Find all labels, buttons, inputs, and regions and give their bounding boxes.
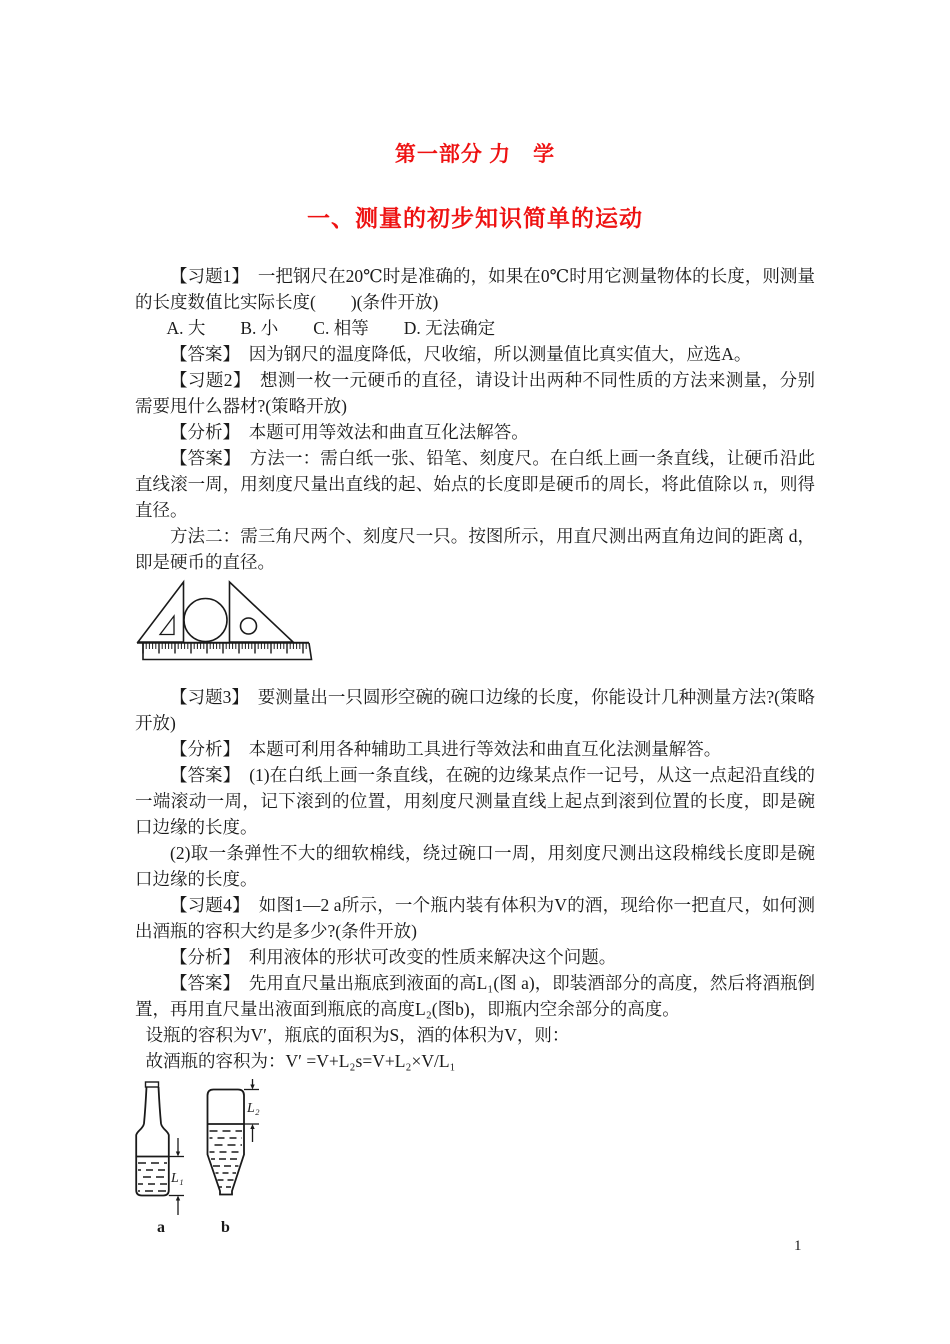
figure-bottle-upright-and-inverted [127,1079,815,1251]
coin-measurement-diagram [135,579,315,671]
bottle-volume-diagram [127,1079,292,1244]
bottle-a-cap [146,1082,159,1087]
bottle-b-arrow-up-icon [250,1124,254,1129]
right-set-square [230,582,294,642]
coin [184,599,227,642]
para-ex3-question: 【习题3】 要测量出一只圆形空碗的碗口边缘的长度，你能设计几种测量方法?(策略开放) [135,687,815,733]
para-ex1-question: 【习题1】 一把钢尺在20℃时是准确的，如果在0℃时用它测量物体的长度，则测量的长度数值比实际长度( )(条件开放) [135,266,815,312]
dim-label-l1: L₁ [171,1171,184,1186]
para-ex1-options: A. 大 B. 小 C. 相等 D. 无法确定 [166,318,496,338]
bottle-b-outline [208,1090,245,1195]
para-ex2-answer-method1: 【答案】 方法一：需白纸一张、铅笔、刻度尺。在白纸上画一条直线，让硬币沿此直线滚一周，用刻度尺量出直线的起、始点的长度即是硬币的周长，将此值除以 π，则得直径。 [135,448,815,520]
para-ex3-answer-2: (2)取一条弹性不大的细软棉线，绕过碗口一周，用刻度尺测出这段棉线长度即是碗口边缘的长度。 [135,843,815,889]
part-title: 第一部分 力 学 [394,142,556,166]
para-ex2-question: 【习题2】 想测一枚一元硬币的直径，请设计出两种不同性质的方法来测量，分别需要甩什么器材?(策略开放) [135,370,815,416]
bottle-a-liquid [138,1163,167,1191]
left-set-square-hole [160,616,174,635]
para-ex4-answer: 【答案】 先用直尺量出瓶底到液面的高L₁(图 a)，即装酒部分的高度，然后将酒瓶倒置，再用直尺量出液面到瓶底的高度L₂(图b)，即瓶内空余部分的高度。 [135,973,815,1019]
bottle-a-arrow-up-icon [176,1196,180,1201]
bottle-a-outline [136,1087,169,1196]
para-ex2-answer-method2: 方法二：需三角尺两个、刻度尺一只。按图所示，用直尺测出两直角边间的距离 d，即是硬币的直径。 [135,526,815,572]
para-ex4-analysis: 【分析】 利用液体的形状可改变的性质来解决这个问题。 [170,947,617,967]
para-ex1-answer: 【答案】 因为钢尺的温度降低，尺收缩，所以测量值比真实值大，应选A。 [170,344,752,364]
bottle-a-arrow-down-icon [176,1152,180,1157]
bottle-a-label: a [157,1219,165,1236]
para-ex4-question: 【习题4】 如图1—2 a所示，一个瓶内装有体积为V的酒，现给你一把直尺，如何测出酒瓶的容积大约是多少?(条件开放) [135,895,815,941]
para-ex2-analysis: 【分析】 本题可用等效法和曲直互化法解答。 [170,422,529,442]
right-set-square-hole [241,618,257,634]
para-ex4-formula: 故酒瓶的容积为：V′ =V+L₂s=V+L₂×V/L₁ [145,1051,456,1071]
para-ex3-analysis: 【分析】 本题可利用各种辅助工具进行等效法和曲直互化法测量解答。 [170,739,722,759]
para-ex4-setup: 设瓶的容积为V′，瓶底的面积为S，酒的体积为V，则： [145,1025,570,1045]
bottle-b-arrow-down-icon [250,1085,254,1090]
ruler-ticks [143,643,306,654]
chapter-title: 一、测量的初步知识简单的运动 [307,206,643,231]
document-body [135,263,815,1251]
bottle-b-label: b [221,1219,230,1236]
page-number: 1 [794,1238,802,1254]
para-ex3-answer-1: 【答案】 (1)在白纸上画一条直线，在碗的边缘某点作一记号，从这一点起沿直线的一端滚动一周，记下滚到的位置，用刻度尺测量直线上起点到滚到位置的长度，即是碗口边缘的长度。 [135,765,815,837]
bottle-b-liquid [210,1131,243,1187]
dim-label-l2: L₂ [247,1101,260,1116]
figure-coin-between-set-squares [135,579,815,678]
